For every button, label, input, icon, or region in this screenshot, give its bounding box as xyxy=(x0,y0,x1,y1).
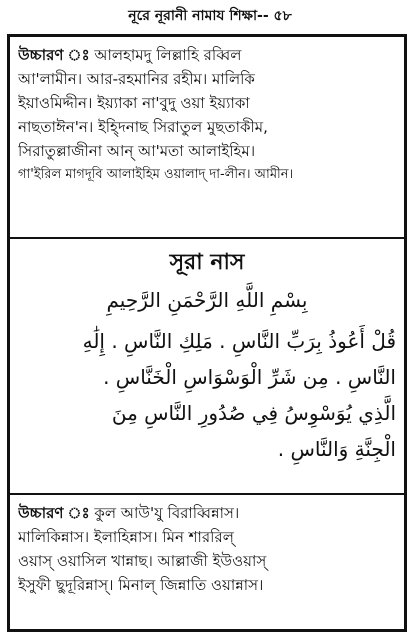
text-line: আ'লামীন। আর-রহমানির রহীম। মালিকি xyxy=(18,70,255,88)
pronunciation-label: উচ্চারণ ঃ xyxy=(18,504,90,522)
pronunciation-text: কুল আউ'যু বিরাব্বিন্নাস। xyxy=(94,504,240,522)
section-divider xyxy=(10,493,404,495)
arabic-line: الْجِنَّةِ وَالنَّاسِ . xyxy=(277,437,396,461)
text-line: নাছতাঈন'ন। ইহ্দিনাছ সিরাতুল মুছতাকীম, xyxy=(18,118,268,136)
arabic-line: قُلْ أَعُوذُ بِرَبِّ النَّاسِ . مَلِكِ النَّاسِ . إِلَٰهِ xyxy=(82,329,396,353)
arabic-line: النَّاسِ . مِن شَرِّ الْوَسْوَاسِ الْخَنَّاسِ . xyxy=(103,365,396,389)
text-line: ইসুফী ছুদূরিন্নাস্। মিনাল্ জিন্নাতি ওয়ান্নাস। xyxy=(18,576,264,594)
text-line xyxy=(18,501,396,525)
text-line: সিরাতুল্লাজীনা আন্ আ'মতা আলাইহিম। xyxy=(18,142,256,160)
text-line: ওয়াস্ ওয়াসিল খান্নাছ। আল্লাজী ইউওয়াস্ xyxy=(18,552,267,570)
text-line xyxy=(18,43,396,67)
text-line: ইয়াওমিদ্দীন। ইয়্যাকা না'বুদু ওয়া ইয়্যাকা xyxy=(18,94,250,112)
pronunciation-label: উচ্চারণ ঃ xyxy=(18,46,90,64)
pronunciation-text: আলহামদু লিল্লাহি রব্বিল xyxy=(94,46,242,64)
arabic-line: الَّذِي يُوَسْوِسُ فِي صُدُورِ النَّاسِ مِنَ xyxy=(111,401,396,425)
pronunciation-block-nas xyxy=(10,501,404,597)
text-line: গা'ইরিল মাগদূবি আলাইহিম ওয়ালাদ্ দা-লীন। আমীন। xyxy=(18,167,294,182)
arabic-verses xyxy=(10,323,404,467)
bismillah: بِسْمِ اللَّهِ الرَّحْمَنِ الرَّحِيمِ xyxy=(106,288,308,312)
text-line: মালিকিন্নাস। ইলাহিন্নাস। মিন শাররিল্ xyxy=(18,528,234,546)
content-frame xyxy=(7,34,407,632)
surah-title: সূরা নাস xyxy=(169,250,245,275)
pronunciation-block-fatiha xyxy=(10,43,404,187)
section-divider xyxy=(10,237,404,239)
page-header: নূরে নূরানী নামায শিক্ষা-- ৫৮ xyxy=(128,8,292,24)
